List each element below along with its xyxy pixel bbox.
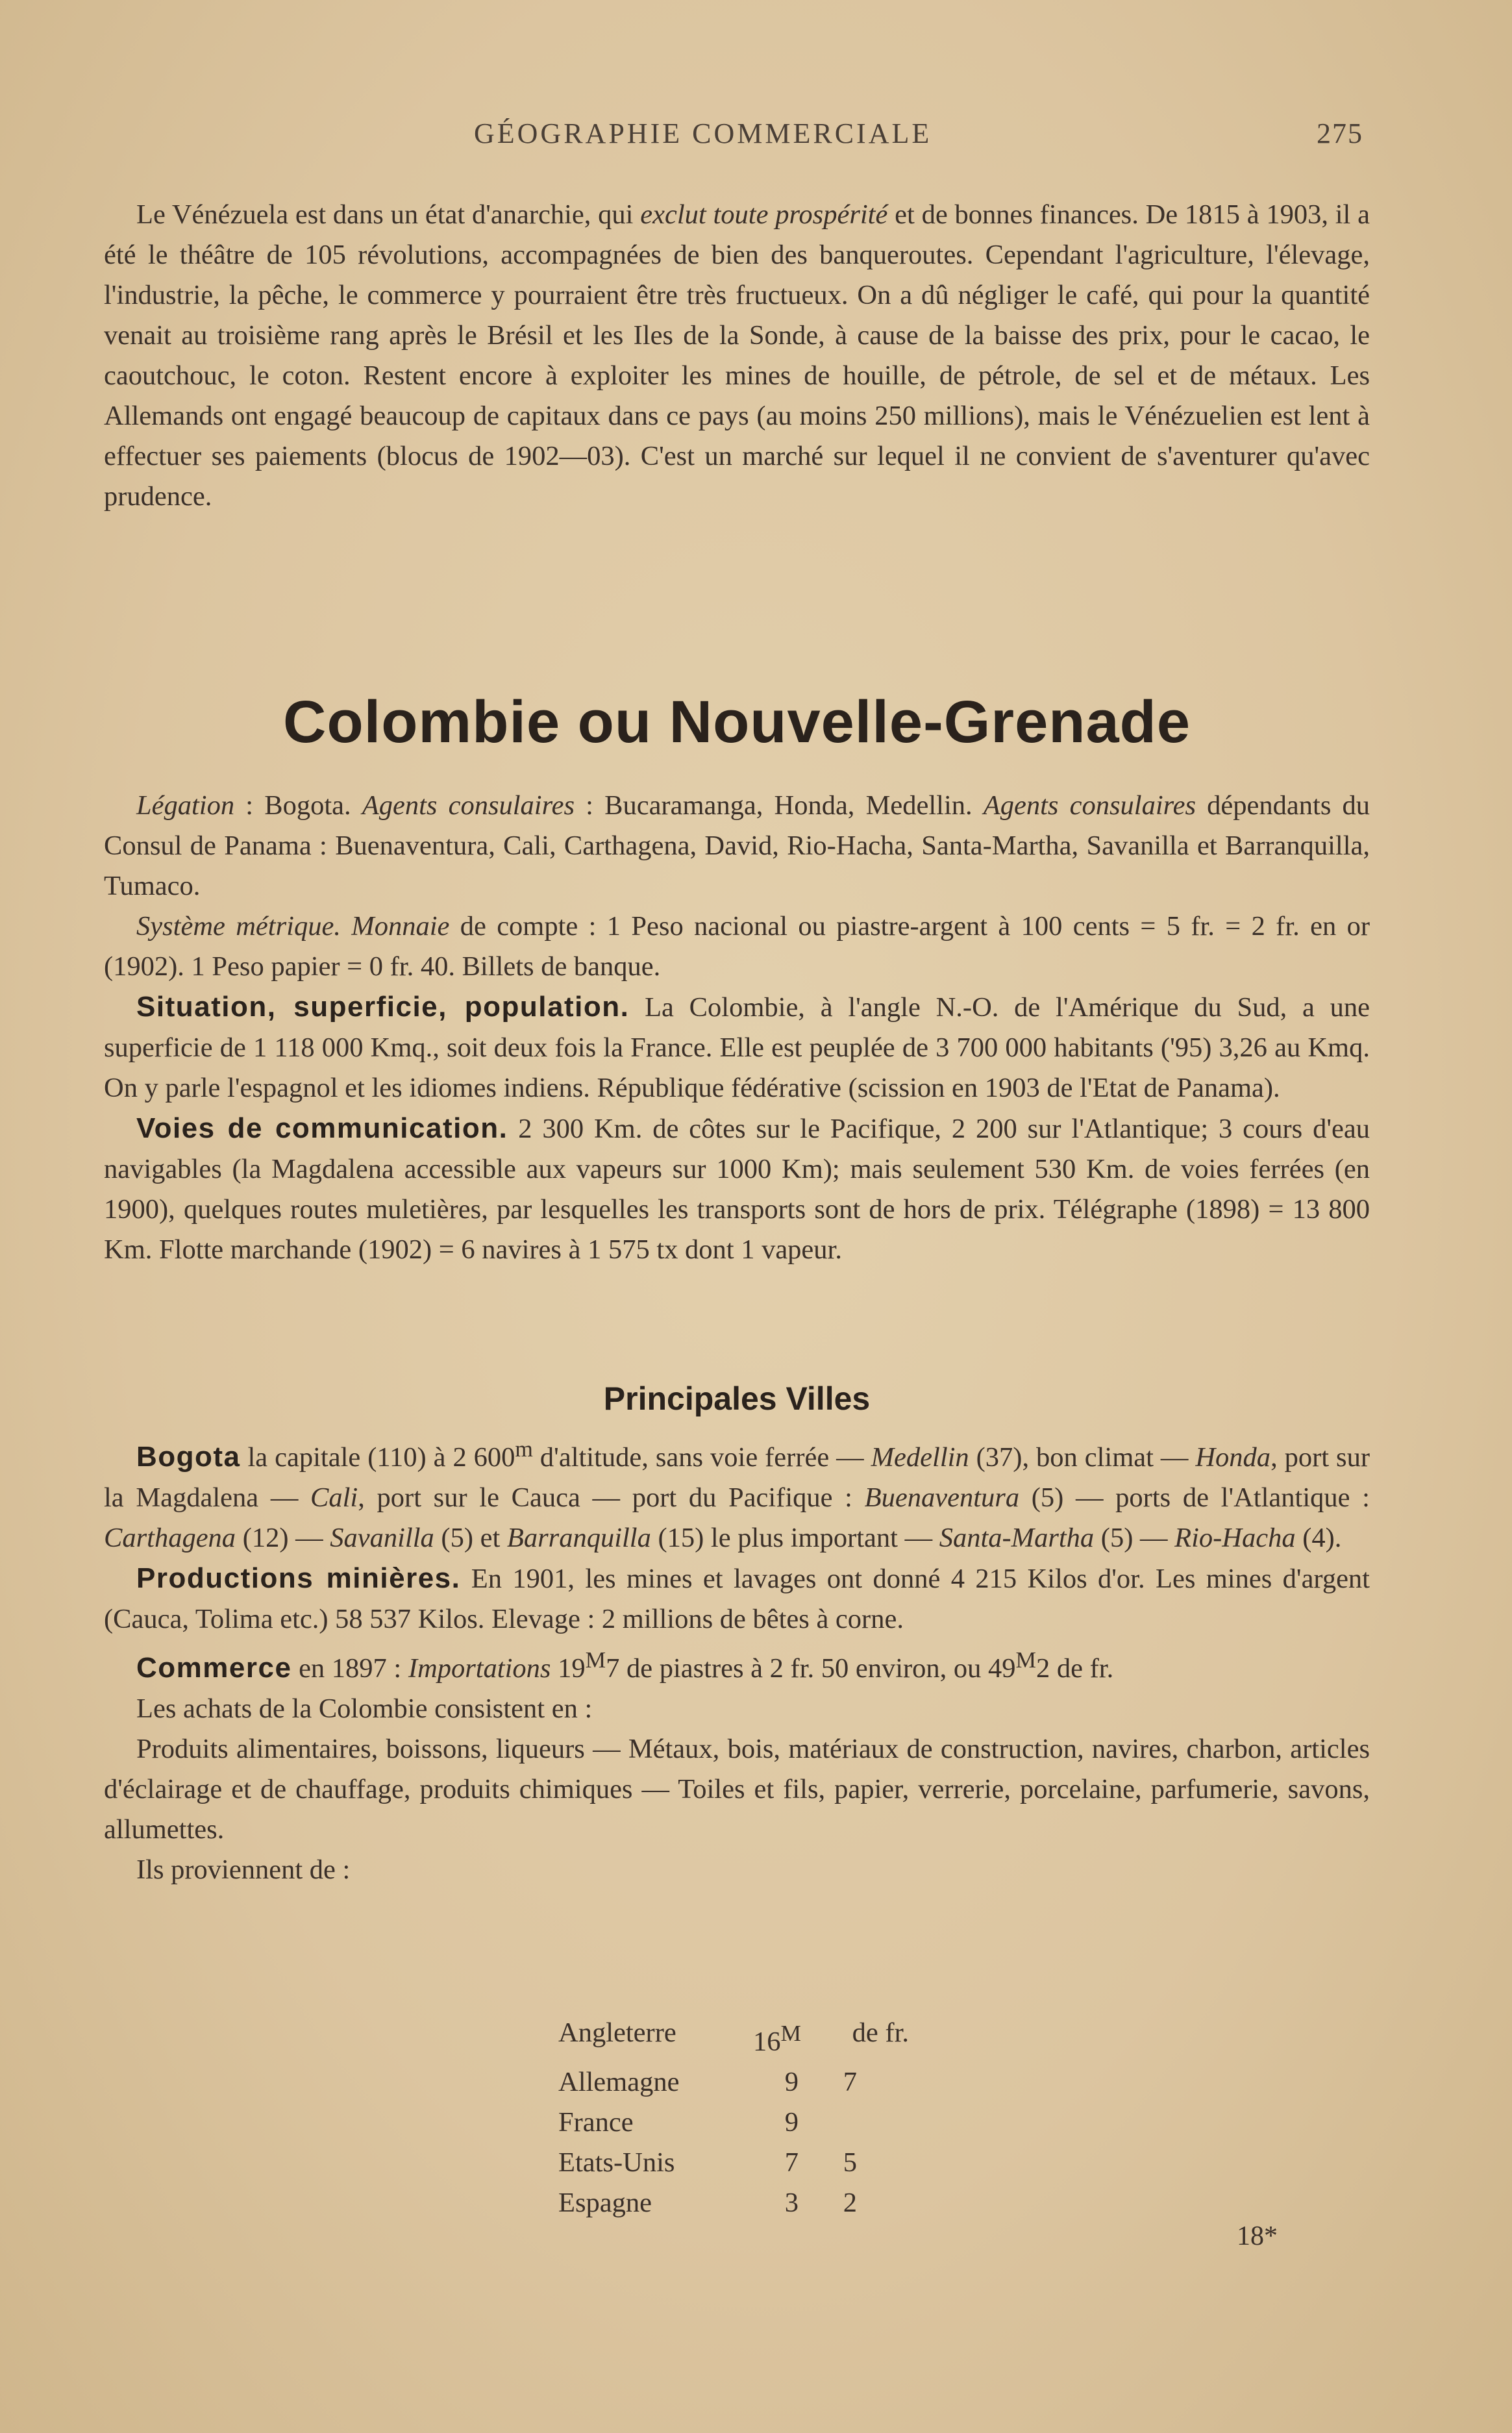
country-name: Etats-Unis <box>558 2147 675 2178</box>
imports-table <box>558 2013 909 2223</box>
venezuela-paragraph: Le Vénézuela est dans un état d'anarchie, qui exclut toute prospérité et de bonnes finances. De 1815 à 1903, il a été le théâtre de 105 révolutions, accompagnées de bien des banqueroutes. Cependant l'agriculture, l'élevage, l'industrie, la pêche, le commerce y pourraient être très fructueux. On a dû négliger le café, qui pour la quantité venait au troisième rang après le Brésil et les Iles de la Sonde, à cause de la baisse des prix, pour le cacao, le caoutchouc, le coton. Restent encore à exploiter les mines de houille, de pétrole, de sel et de métaux. Les Allemands ont engagé beaucoup de capitaux dans ce pays (au moins 250 millions), mais le Vénézuelien est lent à effectuer ses paiements (blocus de 1902—03). C'est un marché sur lequel il ne convient de s'aventurer qu'avec prudence. <box>104 199 1370 512</box>
import-value: 3 <box>784 2188 799 2219</box>
consular-paragraph: Légation : Bogota. Agents consulaires : Bucaramanga, Honda, Medellin. Agents consulaires dépendants du Consul de Panama : Buenaventura, Cali, Carthagena, David, Rio-Hacha, Santa-Martha, Savanilla et Barranquilla, Tumaco. <box>104 790 1370 901</box>
city-cali: Cali <box>310 1482 358 1514</box>
monnaie-paragraph: Système métrique. Monnaie de compte : 1 Peso nacional ou piastre-argent à 100 cents = 5 fr. = 2 fr. en or (1902). 1 Peso papier = 0 fr. 40. Billets de banque. <box>104 911 1370 982</box>
country-name: Espagne <box>558 2188 652 2219</box>
city-santa-martha: Santa-Martha <box>939 1523 1095 1554</box>
monnaie-label: Monnaie <box>340 911 450 942</box>
import-value: 9 <box>784 2107 799 2138</box>
running-title: GÉOGRAPHIE COMMERCIALE <box>474 118 932 149</box>
import-decimal: 5 <box>843 2147 857 2178</box>
city-carthagena: Carthagena <box>104 1523 236 1554</box>
situation-heading: Situation, superficie, population. <box>136 991 630 1023</box>
productions-paragraph: Productions minières. En 1901, les mines et lavages ont donné 4 215 Kilos d'or. Les mines d'argent (Cauca, Tolima etc.) 58 537 Kilos. Elevage : 2 millions de bêtes à corne. <box>104 1562 1370 1635</box>
city-savanilla: Savanilla <box>330 1523 434 1554</box>
city-medellin: Medellin <box>871 1442 969 1473</box>
systeme-label: Système métrique. <box>136 911 341 942</box>
voies-heading: Voies de communication. <box>136 1112 508 1144</box>
country-name: Allemagne <box>558 2067 680 2098</box>
table-row <box>558 2143 909 2183</box>
country-name: France <box>558 2107 634 2138</box>
city-barranquilla: Barranquilla <box>506 1523 651 1554</box>
import-value: $16^M$ <box>753 2020 801 2058</box>
country-name: Angleterre <box>558 2017 676 2048</box>
signature-mark: 18* <box>1237 2221 1278 2251</box>
situation-paragraph: Situation, superficie, population. La Colombie, à l'angle N.-O. de l'Amérique du Sud, a une superficie de 1 118 000 Kmq., soit deux fois la France. Elle est peuplée de 3 700 000 habitants ('95) 3,26 au Kmq. On y parle l'espagnol et les idiomes indiens. République fédérative (scission en 1903 de l'Etat de Panama). <box>104 991 1370 1103</box>
page-header <box>104 117 1363 156</box>
importations-label: Importations <box>408 1653 551 1684</box>
page-number: 275 <box>1317 118 1363 149</box>
colombie-section <box>104 786 1370 1270</box>
voies-paragraph: Voies de communication. 2 300 Km. de côtes sur le Pacifique, 2 200 sur l'Atlantique; 3 cours d'eau navigables (la Magdalena accessible aux vapeurs sur 1000 Km); mais seulement 530 Km. de voies ferrées (en 1900), quelques routes muletières, par lesquelles les transports sont de hors de prix. Télégraphe (1898) = 13 800 Km. Flotte marchande (1902) = 6 navires à 1 575 tx dont 1 vapeur. <box>104 1112 1370 1265</box>
import-decimal: 7 <box>843 2067 857 2098</box>
commerce-heading: Commerce <box>136 1652 292 1684</box>
agents-label: Agents consulaires <box>362 790 575 821</box>
table-row <box>558 2102 909 2143</box>
legation-label: Légation <box>136 790 235 821</box>
proviennent-paragraph: Ils proviennent de : <box>136 1854 351 1886</box>
villes-paragraph: Bogota la capitale (110) à 2 600$^m$ d'altitude, sans voie ferrée — Medellin (37), bon climat — Honda, port sur la Magdalena — Cali, port sur le Cauca — port du Pacifique : Buenaventura (5) — ports de l'Atlantique : Carthagena (12) — Savanilla (5) et Barranquilla (15) le plus important — Santa-Martha (5) — Rio-Hacha (4). <box>104 1436 1370 1554</box>
import-decimal: 2 <box>843 2188 857 2219</box>
venezuela-section <box>104 195 1370 517</box>
table-row <box>558 2183 909 2223</box>
productions-heading: Productions minières. <box>136 1562 461 1595</box>
agents-dependants-label: Agents consulaires <box>983 790 1196 821</box>
villes-section <box>104 1429 1370 1890</box>
import-value: 9 <box>784 2067 799 2098</box>
city-honda: Honda <box>1195 1442 1271 1473</box>
table-row <box>558 2013 909 2062</box>
city-rio-hacha: Rio-Hacha <box>1174 1523 1296 1554</box>
section-title: Colombie ou Nouvelle-Grenade <box>283 689 1191 755</box>
produits-paragraph: Produits alimentaires, boissons, liqueurs — Métaux, bois, matériaux de construction, navires, charbon, articles d'éclairage et de chauffage, produits chimiques — Toiles et fils, papier, verrerie, porcelaine, parfumerie, savons, allumettes. <box>104 1734 1370 1845</box>
import-unit: de fr. <box>852 2017 909 2048</box>
import-decimal <box>799 2102 857 2143</box>
emphasis: exclut toute prospérité <box>640 199 888 230</box>
import-value: 7 <box>784 2147 799 2178</box>
commerce-paragraph: Commerce en 1897 : Importations $19^M7$ de piastres à 2 fr. 50 environ, ou $49^M2$ de fr. <box>136 1647 1114 1684</box>
city-buenaventura: Buenaventura <box>864 1482 1020 1514</box>
bogota-heading: Bogota <box>136 1441 241 1473</box>
table-row <box>558 2062 909 2102</box>
villes-heading: Principales Villes <box>603 1380 871 1417</box>
achats-paragraph: Les achats de la Colombie consistent en : <box>136 1693 593 1725</box>
